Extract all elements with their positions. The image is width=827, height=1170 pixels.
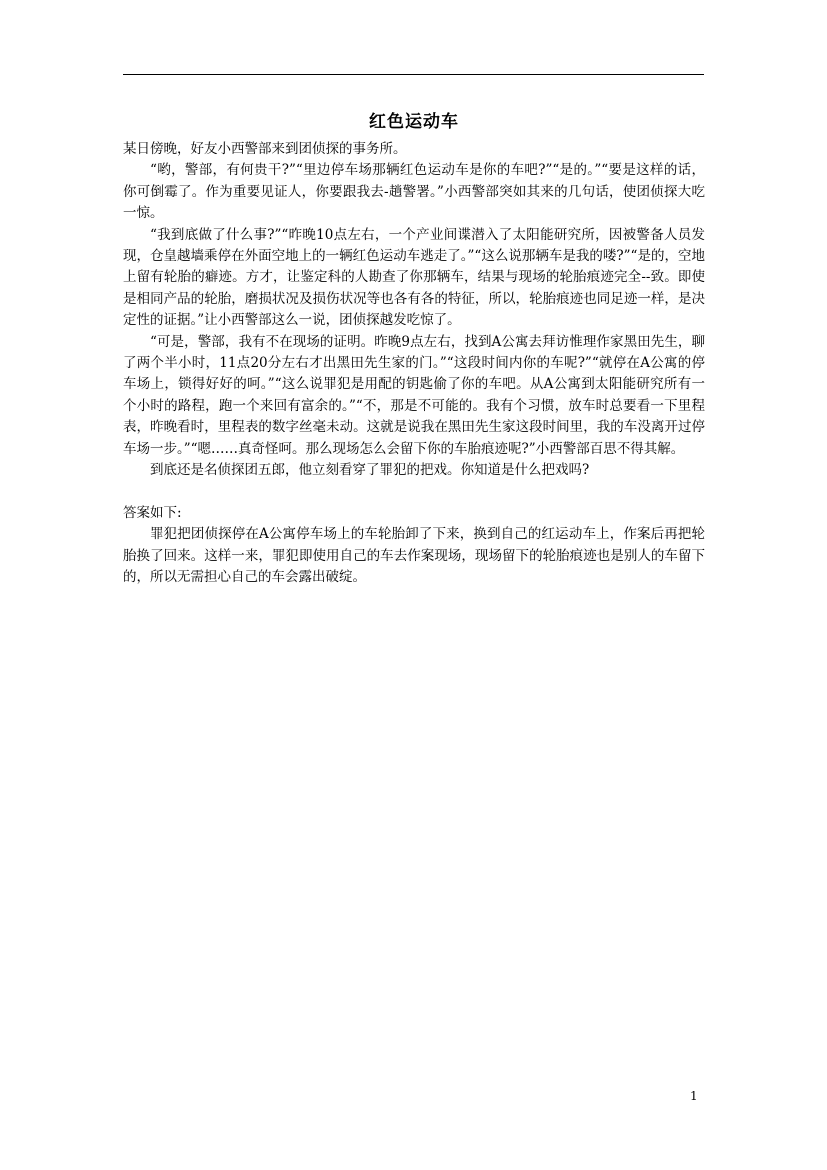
answer-text: 罪犯把团侦探停在A公寓停车场上的车轮胎卸了下来，换到自己的红运动车上，作案后再把轮胎换了回来。这样一来，罪犯即使用自己的车去作案现场，现场留下的轮胎痕迹也是别人的车留下的，所以无需担心自己的车会露出破绽。 xyxy=(123,526,705,586)
paragraph-intro: 某日傍晚，好友小西警部来到团侦探的事务所。 xyxy=(123,141,407,157)
paragraph-question: 到底还是名侦探团五郎，他立刻看穿了罪犯的把戏。你知道是什么把戏吗? xyxy=(150,462,590,479)
header-rule xyxy=(123,74,704,75)
document-title: 红色运动车 xyxy=(369,112,459,132)
document-body xyxy=(123,109,705,589)
paragraph-dialogue-3: “可是，警部，我有不在现场的证明。昨晚9点左右，找到A公寓去拜访惟理作家黑田先生，聊了两个半小时，11点20分左右才出黑田先生家的门。”“这段时间内你的车呢?”“就停在A公寓的停车场上，锁得好好的呵。”“这么说罪犯是用配的钥匙偷了你的车吧。从A公寓到太阳能研究所有一个小时的路程，跑一个来回有富余的。”“不，那是不可能的。我有个习惯，放车时总要看一下里程表，昨晚看时，里程表的数字丝毫未动。这就是说我在黑田先生家这段时间里，我的车没离开过停车场一步。”“嗯……真奇怪呵。那么现场怎么会留下你的车胎痕迹呢?”小西警部百思不得其解。 xyxy=(123,333,705,457)
paragraph-dialogue-1: “哟，警部，有何贵干?”“里边停车场那辆红色运动车是你的车吧?”“是的。”“要是这样的话，你可倒霉了。作为重要见证人，你要跟我去-趟警署。”小西警部突如其来的几句话，使团侦探大吃一惊。 xyxy=(123,162,705,222)
blank-line xyxy=(123,482,705,503)
page-number: 1 xyxy=(690,1089,698,1103)
answer-heading: 答案如下: xyxy=(123,504,182,521)
paragraph-dialogue-2: “我到底做了什么事?”“昨晚10点左右，一个产业间谍潜入了太阳能研究所，因被警备人员发现，仓皇越墙乘停在外面空地上的一辆红色运动车逃走了。”“这么说那辆车是我的喽?”“是的，空地上留有轮胎的癖迹。方才，让鉴定科的人勘查了你那辆车，结果与现场的轮胎痕迹完全--致。即使是相同产品的轮胎，磨损状况及损伤状况等也各有各的特征，所以，轮胎痕迹也同足迹一样，是决定性的证据。”让小西警部这么一说，团侦探越发吃惊了。 xyxy=(123,226,705,329)
